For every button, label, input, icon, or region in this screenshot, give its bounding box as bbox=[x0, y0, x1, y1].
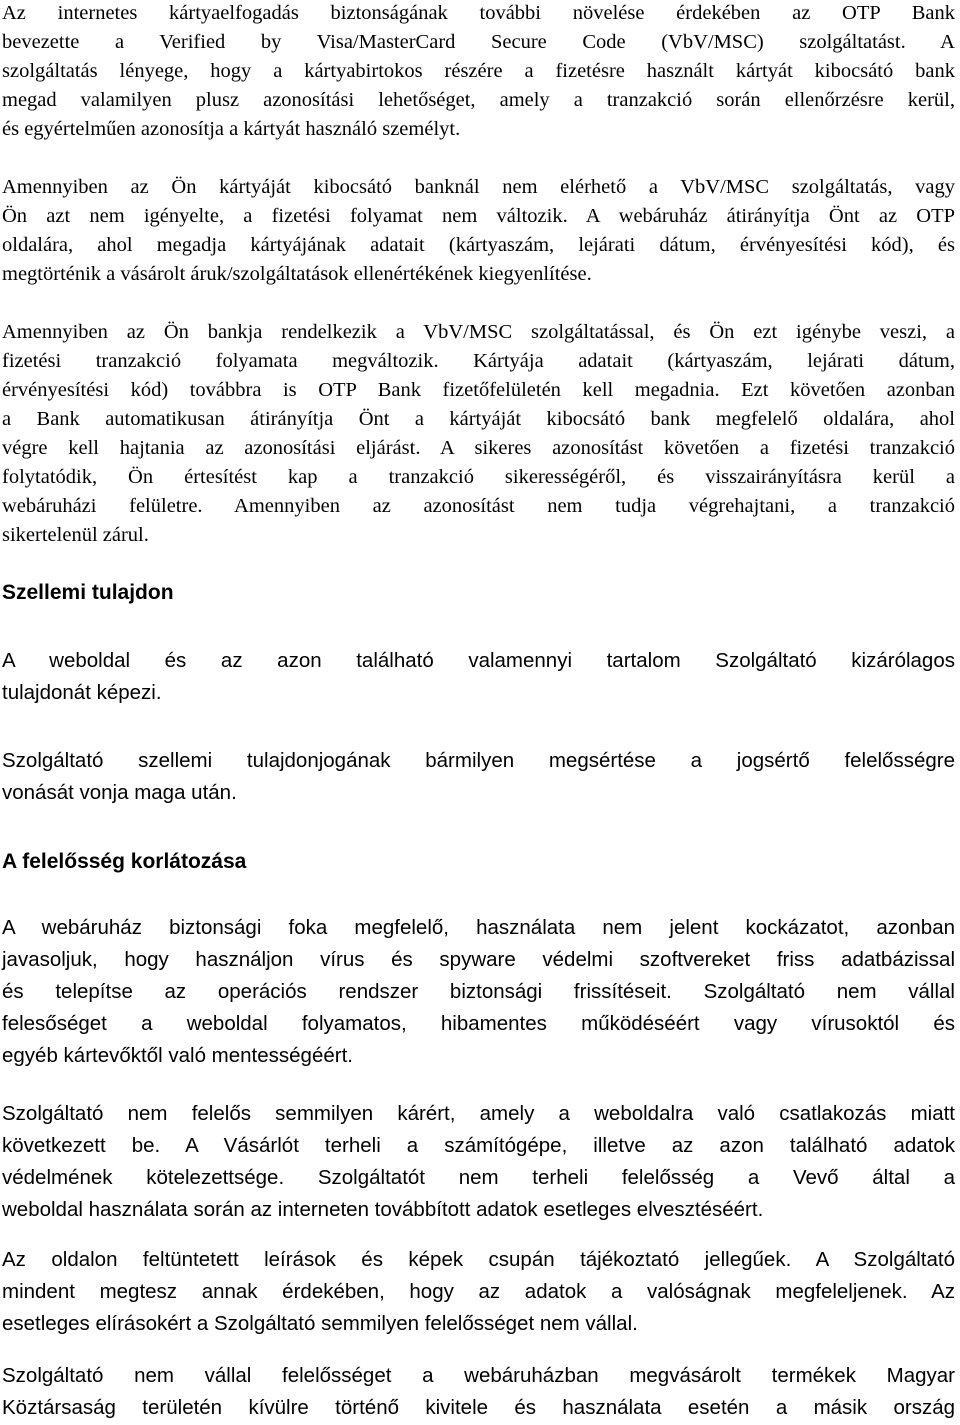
paragraph-ip-infringement bbox=[2, 745, 955, 809]
text-line: tulajdonát képezi. bbox=[2, 681, 162, 704]
text-line: megtörténik a vásárolt áruk/szolgáltatások ellenértékének kiegyenlítése. bbox=[2, 263, 592, 285]
text-line: fizetési tranzakció folyamata megváltozik. Kártyája adatait (kártyaszám, lejárati dátum, bbox=[2, 350, 955, 372]
text-line: A weboldal és az azon található valamennyi tartalom Szolgáltató kizárólagos bbox=[2, 649, 955, 672]
text-line: Amennyiben az Ön kártyáját kibocsátó banknál nem elérhető a VbV/MSC szolgáltatás, vagy bbox=[2, 176, 955, 198]
paragraph-damage-liability bbox=[2, 1098, 955, 1226]
text-line: Köztársaság területén kívülre történő kivitele és használata esetén a másik ország bbox=[2, 1396, 955, 1419]
paragraph-content-ownership bbox=[2, 645, 955, 709]
text-line: A webáruház biztonsági foka megfelelő, használata nem jelent kockázatot, azonban bbox=[2, 916, 955, 939]
text-line: javasoljuk, hogy használjon vírus és spyware védelmi szoftvereket friss adatbázissal bbox=[2, 948, 955, 971]
paragraph-vbv-available bbox=[2, 318, 955, 550]
text-line: és egyértelműen azonosítja a kártyát használó személyt. bbox=[2, 118, 461, 140]
heading-text: A felelősség korlátozása bbox=[2, 850, 247, 873]
text-line: mindent megtesz annak érdekében, hogy az adatok a valóságnak megfeleljenek. Az bbox=[2, 1280, 955, 1303]
text-line: egyéb kártevőktől való mentességéért. bbox=[2, 1044, 353, 1067]
text-line: Ön azt nem igényelte, a fizetési folyamat nem változik. A webáruház átirányítja Önt az OTP bbox=[2, 205, 955, 227]
text-line: végre kell hajtania az azonosítási eljárást. A sikeres azonosítást követően a fizetési tranzakció bbox=[2, 437, 955, 459]
text-line: Szolgáltató nem vállal felelősséget a webáruházban megvásárolt termékek Magyar bbox=[2, 1364, 955, 1387]
text-line: Az internetes kártyaelfogadás biztonságának további növelése érdekében az OTP Bank bbox=[2, 2, 955, 24]
heading-text: Szellemi tulajdon bbox=[2, 581, 174, 604]
text-line: védelmének kötelezettsége. Szolgáltatót nem terheli felelősség a Vevő által a bbox=[2, 1166, 955, 1189]
text-line: vonását vonja maga után. bbox=[2, 781, 237, 804]
paragraph-vbv-unavailable bbox=[2, 173, 955, 289]
text-line: érvényesítési kód) továbbra is OTP Bank fizetőfelületén kell megadnia. Ezt követően azonban bbox=[2, 379, 955, 401]
text-line: folytatódik, Ön értesítést kap a tranzakció sikerességéről, és visszairányításra kerül a bbox=[2, 466, 955, 488]
text-line: következett be. A Vásárlót terheli a számítógépe, illetve az azon található adatok bbox=[2, 1134, 955, 1157]
text-line: Szolgáltató nem felelős semmilyen kárért, amely a weboldalra való csatlakozás miatt bbox=[2, 1102, 955, 1125]
text-line: oldalára, ahol megadja kártyájának adatait (kártyaszám, lejárati dátum, érvényesítési kód), és bbox=[2, 234, 955, 256]
text-line: a Bank automatikusan átirányítja Önt a kártyáját kibocsátó bank megfelelő oldalára, ahol bbox=[2, 408, 955, 430]
text-line: és telepítse az operációs rendszer biztonsági frissítéseit. Szolgáltató nem vállal bbox=[2, 980, 955, 1003]
text-line: webáruházi felületre. Amennyiben az azonosítást nem tudja végrehajtani, a tranzakció bbox=[2, 495, 955, 517]
paragraph-descriptions-images bbox=[2, 1244, 955, 1340]
text-line: Amennyiben az Ön bankja rendelkezik a VbV/MSC szolgáltatással, és Ön ezt igénybe veszi, a bbox=[2, 321, 955, 343]
section-heading-intellectual-property bbox=[2, 577, 955, 609]
paragraph-security-level bbox=[2, 912, 955, 1072]
text-line: megad valamilyen plusz azonosítási lehetőséget, amely a tranzakció során ellenőrzésre kerül, bbox=[2, 89, 955, 111]
text-line: felesőséget a weboldal folyamatos, hibamentes működéséért vagy vírusoktól és bbox=[2, 1012, 955, 1035]
text-line: Szolgáltató szellemi tulajdonjogának bármilyen megsértése a jogsértő felelősségre bbox=[2, 749, 955, 772]
paragraph-vbv-intro bbox=[2, 0, 955, 144]
text-line: sikertelenül zárul. bbox=[2, 524, 149, 546]
section-heading-liability-limitation bbox=[2, 846, 955, 878]
text-line: bevezette a Verified by Visa/MasterCard Secure Code (VbV/MSC) szolgáltatást. A bbox=[2, 31, 955, 53]
text-line: Az oldalon feltüntetett leírások és képek csupán tájékoztató jellegűek. A Szolgáltató bbox=[2, 1248, 955, 1271]
text-line: esetleges elírásokért a Szolgáltató semmilyen felelősséget nem vállal. bbox=[2, 1312, 638, 1335]
text-line: weboldal használata során az interneten továbbított adatok esetleges elvesztéséért. bbox=[2, 1198, 764, 1221]
paragraph-export-liability bbox=[2, 1360, 955, 1424]
text-line: szolgáltatás lényege, hogy a kártyabirtokos részére a fizetésre használt kártyát kibocsátó bank bbox=[2, 60, 955, 82]
